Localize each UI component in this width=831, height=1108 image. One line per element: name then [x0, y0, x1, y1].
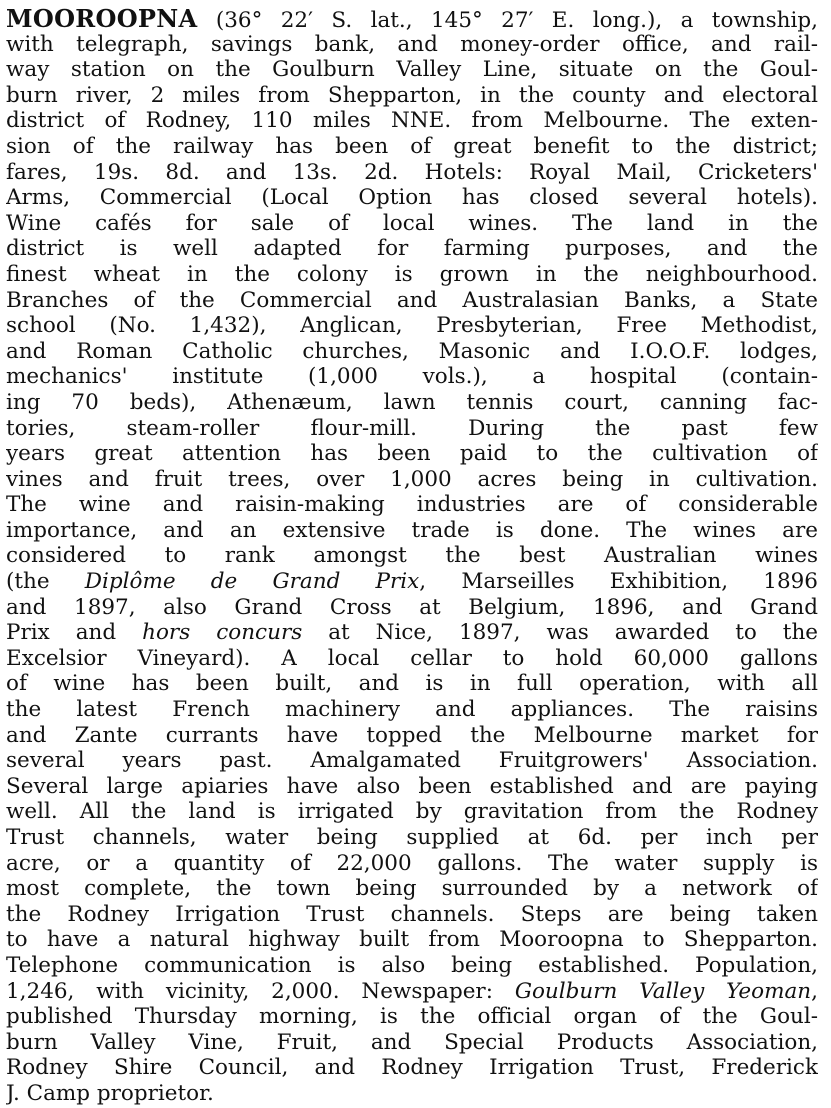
entry-line — [6, 83, 818, 109]
italic-title: hors concurs — [142, 620, 303, 646]
entry-text: Branches of the Commercial and Australasian Banks, a State — [6, 287, 818, 313]
entry-line — [6, 57, 818, 83]
entry-text: several years past. Amalgamated Fruitgrowers' Association. — [6, 748, 818, 774]
entry-text: published Thursday morning, is the official organ of the Goul- — [6, 1004, 818, 1030]
entry-text: the Rodney Irrigation Trust channels. Steps are being taken — [6, 901, 818, 927]
entry-text: burn river, 2 miles from Shepparton, in the county and electoral — [6, 82, 818, 108]
entry-text: The wine and raisin-making industries are of considerable — [6, 492, 818, 518]
entry-line — [6, 416, 818, 442]
entry-text: with telegraph, savings bank, and money-order office, and rail- — [6, 31, 818, 57]
entry-line — [6, 185, 818, 211]
entry-text: burn Valley Vine, Fruit, and Special Products Association, — [6, 1029, 818, 1055]
entry-line — [6, 1004, 818, 1030]
entry-line — [6, 313, 818, 339]
entry-text: Trust channels, water being supplied at 6d. per inch per — [6, 825, 818, 850]
entry-text: tories, steam-roller flour-mill. During the past few — [6, 415, 818, 441]
entry-line — [6, 697, 818, 723]
entry-text: at Nice, 1897, was awarded to the — [302, 620, 818, 646]
entry-line — [6, 6, 818, 32]
entry-line — [6, 953, 818, 979]
entry-line — [6, 134, 818, 160]
entry-line — [6, 441, 818, 467]
entry-line — [6, 595, 818, 621]
entry-text: , Marseilles Exhibition, 1896 — [419, 569, 818, 595]
entry-headword: MOOROOPNA — [6, 6, 198, 32]
entry-line — [6, 902, 818, 928]
entry-text: ing 70 beds), Athenæum, lawn tennis court, canning fac- — [6, 389, 818, 415]
entry-line — [6, 518, 818, 544]
entry-text: acre, or a quantity of 22,000 gallons. The water supply is — [6, 850, 818, 876]
entry-text: Several large apiaries have also been established and are paying — [6, 773, 818, 799]
entry-line — [6, 467, 818, 493]
entry-line — [6, 927, 818, 953]
entry-text: well. All the land is irrigated by gravitation from the Rodney — [6, 799, 818, 825]
entry-line — [6, 1030, 818, 1056]
entry-text: vines and fruit trees, over 1,000 acres being in cultivation. — [6, 466, 818, 492]
entry-text: years great attention has been paid to the cultivation of — [6, 441, 818, 467]
entry-text: Telephone communication is also being established. Population, — [6, 952, 818, 978]
italic-title: Goulburn Valley Yeoman — [514, 978, 812, 1004]
entry-line — [6, 851, 818, 877]
entry-line — [6, 748, 818, 774]
italic-title: Diplôme de Grand Prix — [84, 569, 420, 595]
gazetteer-entry — [6, 6, 818, 1107]
entry-text: J. Camp proprietor. — [6, 1080, 214, 1106]
entry-text: Arms, Commercial (Local Option has closed several hotels). — [6, 185, 818, 211]
entry-line — [6, 979, 818, 1005]
entry-text: and Zante currants have topped the Melbourne market for — [6, 722, 818, 748]
entry-text: way station on the Goulburn Valley Line, situate on the Goul- — [6, 57, 818, 83]
entry-line — [6, 1081, 818, 1107]
entry-text: Rodney Shire Council, and Rodney Irrigation Trust, Frederick — [6, 1055, 818, 1081]
entry-text: to have a natural highway built from Mooroopna to Shepparton. — [6, 927, 818, 953]
entry-line — [6, 262, 818, 288]
entry-line — [6, 646, 818, 672]
entry-text: (36° 22′ S. lat., 145° 27′ E. long.), a township, — [215, 8, 818, 32]
entry-text: 1,246, with vicinity, 2,000. Newspaper: — [6, 978, 515, 1004]
entry-text: fares, 19s. 8d. and 13s. 2d. Hotels: Royal Mail, Cricketers' — [6, 159, 818, 185]
entry-line — [6, 876, 818, 902]
entry-line — [6, 236, 818, 262]
entry-text: , — [811, 978, 818, 1004]
entry-line — [6, 543, 818, 569]
entry-line — [6, 774, 818, 800]
entry-line — [6, 1055, 818, 1081]
entry-line — [6, 32, 818, 58]
entry-line — [6, 211, 818, 237]
entry-line — [6, 799, 818, 825]
entry-text: Prix and — [6, 620, 143, 646]
entry-text: importance, and an extensive trade is done. The wines are — [6, 517, 818, 543]
entry-text: (the — [6, 569, 85, 595]
entry-text: and Roman Catholic churches, Masonic and I.O.O.F. lodges, — [6, 338, 818, 364]
entry-text: considered to rank amongst the best Australian wines — [6, 543, 818, 569]
entry-line — [6, 288, 818, 314]
entry-line — [6, 390, 818, 416]
entry-text: mechanics' institute (1,000 vols.), a hospital (contain- — [6, 364, 818, 390]
entry-line — [6, 569, 818, 595]
entry-text: sion of the railway has been of great benefit to the district; — [6, 133, 818, 159]
entry-line — [6, 723, 818, 749]
entry-text: district of Rodney, 110 miles NNE. from Melbourne. The exten- — [6, 108, 818, 134]
entry-line — [6, 825, 818, 851]
entry-text: district is well adapted for farming purposes, and the — [6, 236, 818, 262]
entry-line — [6, 339, 818, 365]
entry-text: and 1897, also Grand Cross at Belgium, 1896, and Grand — [6, 594, 818, 620]
entry-text: finest wheat in the colony is grown in the neighbourhood. — [6, 261, 818, 287]
entry-line — [6, 671, 818, 697]
entry-line — [6, 160, 818, 186]
entry-line — [6, 620, 818, 646]
entry-text: Wine cafés for sale of local wines. The land in the — [6, 210, 818, 236]
entry-text: the latest French machinery and appliances. The raisins — [6, 697, 818, 723]
entry-text: most complete, the town being surrounded by a network of — [6, 876, 818, 902]
entry-line — [6, 364, 818, 390]
entry-line — [6, 492, 818, 518]
entry-line — [6, 108, 818, 134]
entry-text: school (No. 1,432), Anglican, Presbyterian, Free Methodist, — [6, 313, 818, 339]
entry-text: Excelsior Vineyard). A local cellar to hold 60,000 gallons — [6, 645, 818, 671]
entry-text: of wine has been built, and is in full operation, with all — [6, 671, 818, 697]
